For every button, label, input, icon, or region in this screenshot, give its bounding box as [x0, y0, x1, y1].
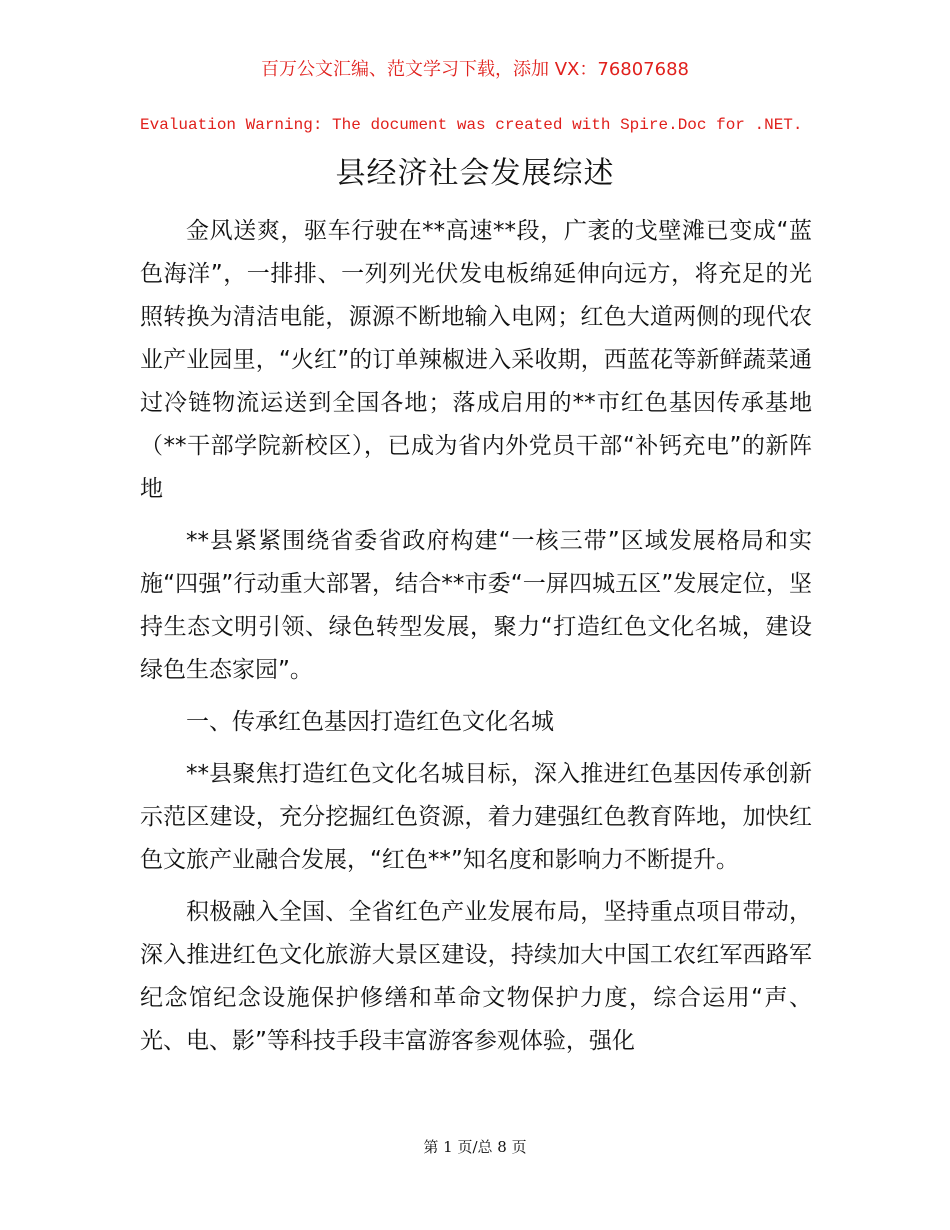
- paragraph-intro: 金风送爽，驱车行驶在**高速**段，广袤的戈壁滩已变成“蓝色海洋”，一排排、一列列光伏发电板绵延伸向远方，将充足的光照转换为清洁电能，源源不断地输入电网；红色大道两侧的现代农业产业园里，“火红”的订单辣椒进入采收期，西蓝花等新鲜蔬菜通过冷链物流运送到全国各地；落成启用的**市红色基因传承基地（**干部学院新校区），已成为省内外党员干部“补钙充电”的新阵地: [140, 218, 812, 502]
- section-heading: 一、传承红色基因打造红色文化名城: [186, 709, 554, 735]
- page-number-footer: 第 1 页/总 8 页: [423, 1138, 527, 1156]
- paragraph-red-culture: **县聚焦打造红色文化名城目标，深入推进红色基因传承创新示范区建设，充分挖掘红色资源，着力建强红色教育阵地，加快红色文旅产业融合发展，“红色**”知名度和影响力不断提升。: [140, 761, 812, 873]
- paragraph-overview: **县紧紧围绕省委省政府构建“一核三带”区域发展格局和实施“四强”行动重大部署，结合**市委“一屏四城五区”发展定位，坚持生态文明引领、绿色转型发展，聚力“打造红色文化名城，建设绿色生态家园”。: [140, 528, 812, 683]
- document-title: 县经济社会发展综述: [335, 156, 615, 191]
- header-banner: 百万公文汇编、范文学习下载，添加 VX：76807688: [261, 59, 689, 80]
- evaluation-warning: Evaluation Warning: The document was created with Spire.Doc for .NET.: [140, 116, 803, 134]
- paragraph-red-industry: 积极融入全国、全省红色产业发展布局，坚持重点项目带动，深入推进红色文化旅游大景区建设，持续加大中国工农红军西路军纪念馆纪念设施保护修缮和革命文物保护力度，综合运用“声、光、电、影”等科技手段丰富游客参观体验，强化: [140, 899, 812, 1054]
- document-body: [140, 210, 812, 1072]
